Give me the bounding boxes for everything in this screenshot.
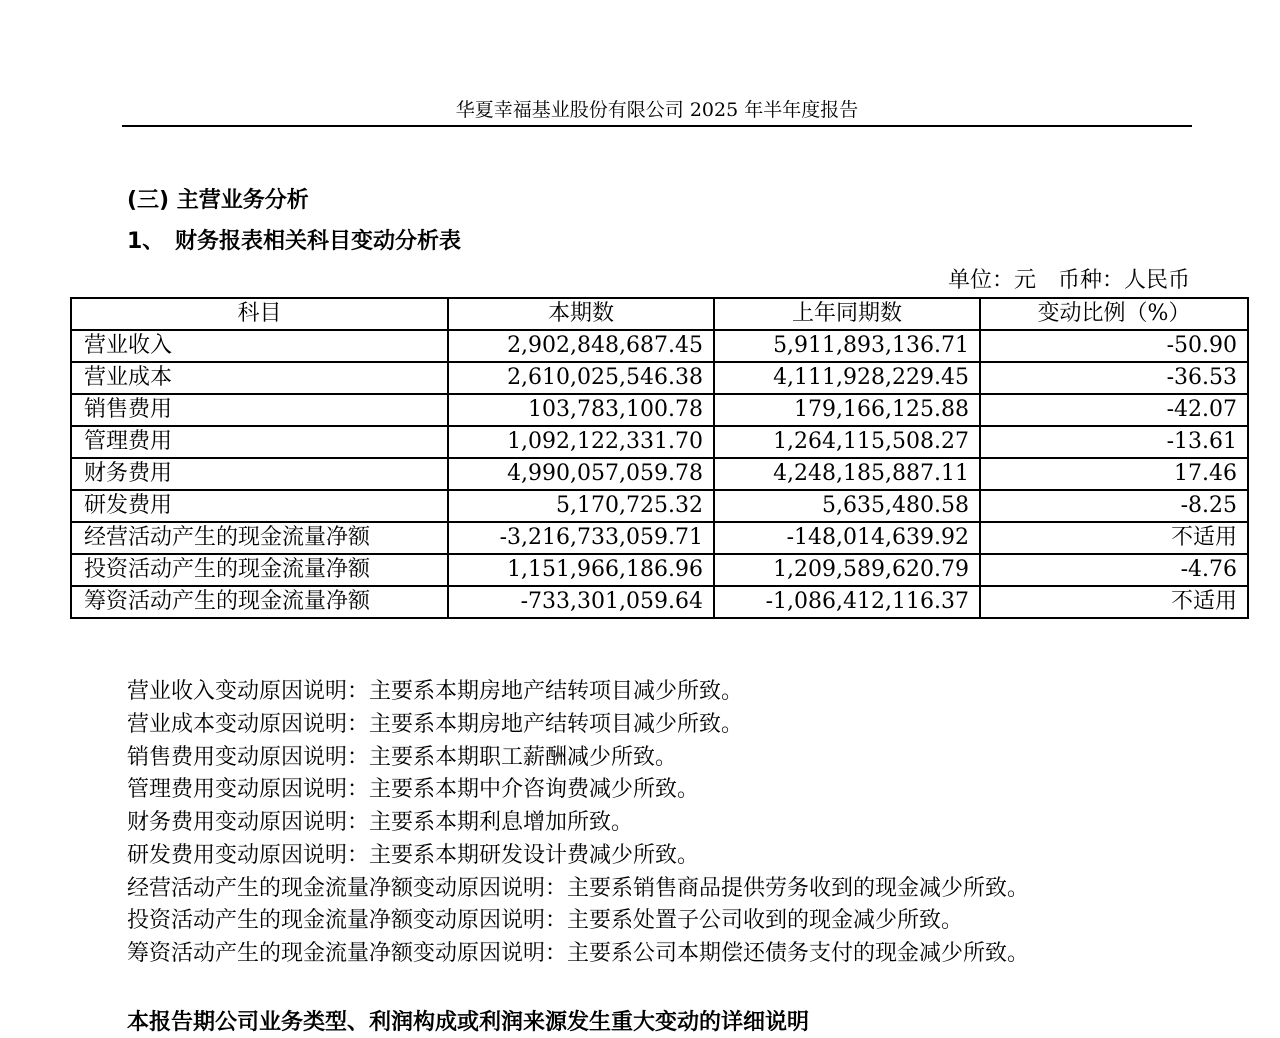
row-current: 2,902,848,687.45 xyxy=(448,330,714,362)
row-previous: -148,014,639.92 xyxy=(714,522,980,554)
row-item: 筹资活动产生的现金流量净额 xyxy=(71,586,448,618)
row-item: 营业成本 xyxy=(71,362,448,394)
next-section-heading-partial: 本报告期公司业务类型、利润构成或利润来源发生重大变动的详细说明 xyxy=(127,1010,810,1035)
table-row xyxy=(71,522,1248,554)
sub-heading-number: 1、 xyxy=(127,229,165,254)
report-header-title: 华夏幸福基业股份有限公司 2025 年半年度报告 xyxy=(455,99,859,121)
explanation-line: 营业成本变动原因说明：主要系本期房地产结转项目减少所致。 xyxy=(127,711,744,737)
row-change: -4.76 xyxy=(980,554,1248,586)
row-current: 103,783,100.78 xyxy=(448,394,714,426)
table-row xyxy=(71,458,1248,490)
row-change: 17.46 xyxy=(980,458,1248,490)
row-current: 1,092,122,331.70 xyxy=(448,426,714,458)
table-row xyxy=(71,330,1248,362)
row-change: -42.07 xyxy=(980,394,1248,426)
sub-heading-text: 财务报表相关科目变动分析表 xyxy=(175,229,462,254)
section-heading: (三) 主营业务分析 xyxy=(127,188,309,213)
table-row xyxy=(71,394,1248,426)
table-row xyxy=(71,554,1248,586)
row-item: 营业收入 xyxy=(71,330,448,362)
explanation-line: 投资活动产生的现金流量净额变动原因说明：主要系处置子公司收到的现金减少所致。 xyxy=(127,908,964,934)
explanation-line: 财务费用变动原因说明：主要系本期利息增加所致。 xyxy=(127,810,634,835)
row-current: -733,301,059.64 xyxy=(448,586,714,618)
header-divider xyxy=(122,125,1192,127)
row-change: 不适用 xyxy=(980,586,1248,618)
explanation-line: 管理费用变动原因说明：主要系本期中介咨询费减少所致。 xyxy=(127,777,700,803)
column-header-previous: 上年同期数 xyxy=(714,298,980,330)
row-change: -8.25 xyxy=(980,490,1248,522)
row-item: 投资活动产生的现金流量净额 xyxy=(71,554,448,586)
change-explanations xyxy=(127,676,1247,971)
row-change: -13.61 xyxy=(980,426,1248,458)
row-current: 2,610,025,546.38 xyxy=(448,362,714,394)
row-item: 研发费用 xyxy=(71,490,448,522)
table-row xyxy=(71,490,1248,522)
table-row xyxy=(71,426,1248,458)
table-header-row xyxy=(71,298,1248,330)
row-current: 4,990,057,059.78 xyxy=(448,458,714,490)
row-item: 销售费用 xyxy=(71,394,448,426)
row-item: 管理费用 xyxy=(71,426,448,458)
row-previous: 5,911,893,136.71 xyxy=(714,330,980,362)
row-previous: 4,248,185,887.11 xyxy=(714,458,980,490)
row-item: 财务费用 xyxy=(71,458,448,490)
row-current: -3,216,733,059.71 xyxy=(448,522,714,554)
financial-change-table xyxy=(70,297,1249,619)
row-item: 经营活动产生的现金流量净额 xyxy=(71,522,448,554)
column-header-item: 科目 xyxy=(71,298,448,330)
unit-currency-note: 单位：元 币种：人民币 xyxy=(947,268,1190,293)
row-previous: 5,635,480.58 xyxy=(714,490,980,522)
explanation-line: 营业收入变动原因说明：主要系本期房地产结转项目减少所致。 xyxy=(127,679,744,704)
row-change: -36.53 xyxy=(980,362,1248,394)
row-previous: 179,166,125.88 xyxy=(714,394,980,426)
explanation-line: 销售费用变动原因说明：主要系本期职工薪酬减少所致。 xyxy=(127,744,678,770)
row-current: 1,151,966,186.96 xyxy=(448,554,714,586)
row-previous: 1,209,589,620.79 xyxy=(714,554,980,586)
explanation-line: 筹资活动产生的现金流量净额变动原因说明：主要系公司本期偿还债务支付的现金减少所致。 xyxy=(127,941,1030,966)
column-header-current: 本期数 xyxy=(448,298,714,330)
explanation-line: 经营活动产生的现金流量净额变动原因说明：主要系销售商品提供劳务收到的现金减少所致。 xyxy=(127,875,1030,901)
explanation-line: 研发费用变动原因说明：主要系本期研发设计费减少所致。 xyxy=(127,842,700,868)
row-current: 5,170,725.32 xyxy=(448,490,714,522)
table-row xyxy=(71,586,1248,618)
column-header-change: 变动比例（%） xyxy=(980,298,1248,330)
row-previous: 4,111,928,229.45 xyxy=(714,362,980,394)
row-previous: 1,264,115,508.27 xyxy=(714,426,980,458)
row-previous: -1,086,412,116.37 xyxy=(714,586,980,618)
table-row xyxy=(71,362,1248,394)
row-change: -50.90 xyxy=(980,330,1248,362)
sub-heading xyxy=(127,227,461,257)
row-change: 不适用 xyxy=(980,522,1248,554)
